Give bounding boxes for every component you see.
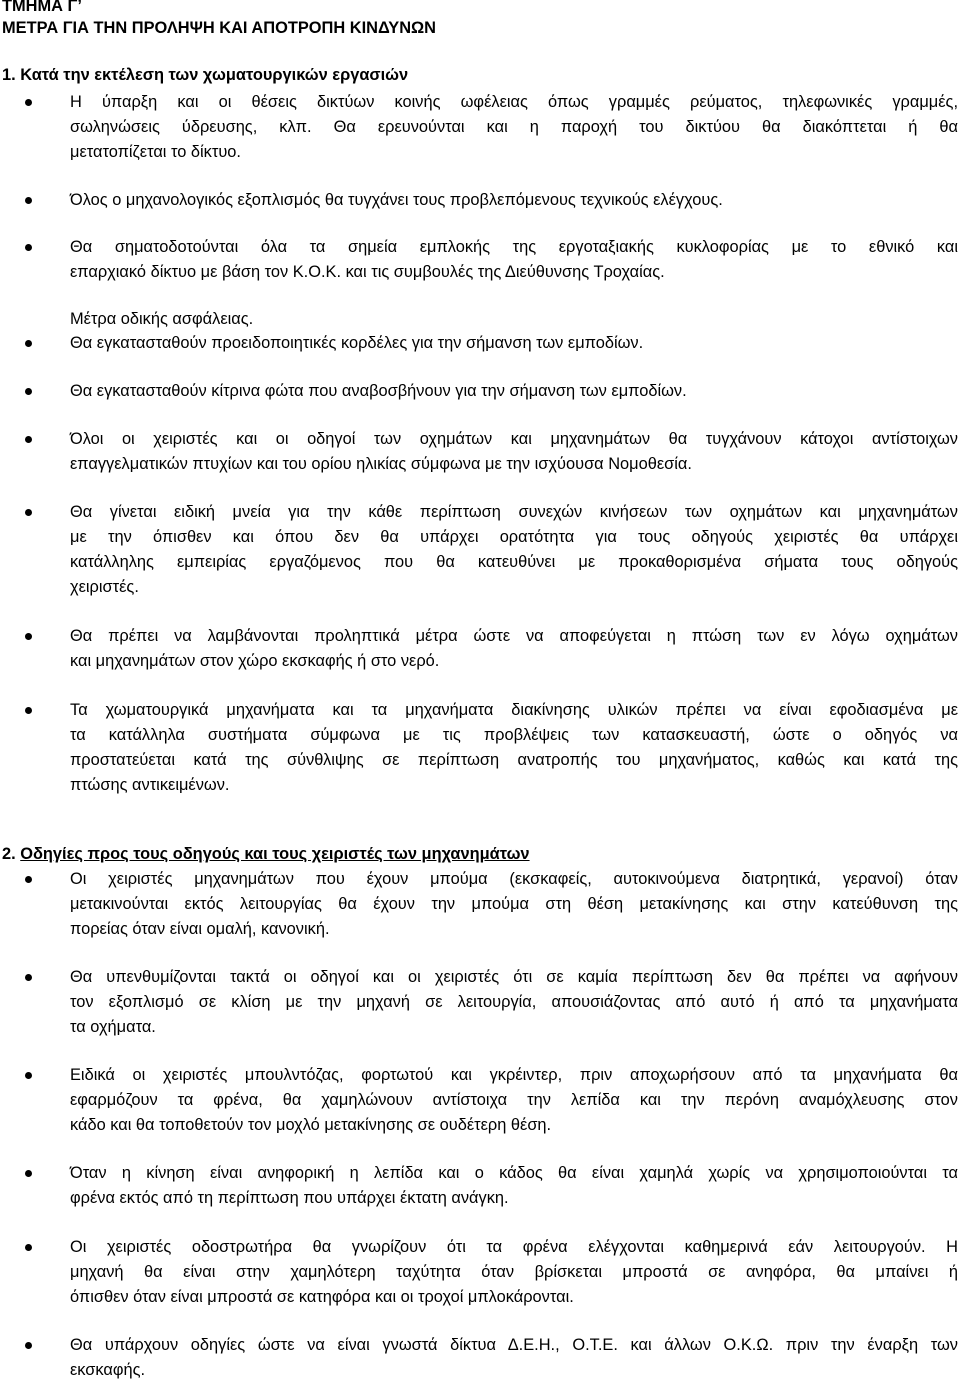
part1-number: 1.: [2, 66, 16, 84]
list-item-line: πτώσης αντικειμένων.: [70, 776, 230, 794]
bullet-icon: [25, 707, 32, 714]
list-item-line: Οι χειριστές μηχανημάτων που έχουν μπούμα (εκσκαφείς, αυτοκινούμενα διατρητικά, γερανοί) όταν: [70, 870, 958, 888]
list-item-line: εφαρμόζουν τα φρένα, θα χαμηλώνουν αντίστοιχα την λεπίδα και την περόνη αναμόχλευσης στον: [70, 1091, 958, 1109]
part2-heading: [2, 844, 530, 864]
list-item-line: Θα εγκατασταθούν προειδοποιητικές κορδέλες για την σήμανση των εμποδίων.: [70, 334, 644, 352]
bullet-icon: [25, 436, 32, 443]
list-item-line: Θα σηματοδοτούνται όλα τα σημεία εμπλοκής της εργοταξιακής κυκλοφορίας με το εθνικό και: [70, 238, 958, 256]
list-item-line: Μέτρα οδικής ασφάλειας.: [70, 310, 254, 328]
bullet-icon: [25, 974, 32, 981]
bullet-icon: [25, 509, 32, 516]
bullet-icon: [25, 340, 32, 347]
bullet-icon: [25, 197, 32, 204]
bullet-icon: [25, 244, 32, 251]
list-item-line: Θα υπάρχουν οδηγίες ώστε να είναι γνωστά δίκτυα Δ.Ε.Η., Ο.Τ.Ε. και άλλων Ο.Κ.Ω. πριν την έναρξη των: [70, 1336, 958, 1354]
list-item-line: μηχανή θα είναι στην χαμηλότερη ταχύτητα όταν βρίσκεται μπροστά σε ανηφόρα, θα μπαίνει ή: [70, 1263, 958, 1281]
part2-number: 2.: [2, 845, 16, 863]
list-item-line: Ειδικά οι χειριστές μπουλντόζας, φορτωτού και γκρέιντερ, πριν αποχωρήσουν από τα μηχανήματα θα: [70, 1066, 958, 1084]
list-item-line: Όλοι οι χειριστές και οι οδηγοί των οχημάτων και μηχανημάτων θα τυγχάνουν κάτοχοι αντίστοιχων: [70, 430, 958, 448]
list-item-line: Οι χειριστές οδοστρωτήρα θα γνωρίζουν ότι τα φρένα ελέγχονται καθημερινά εάν λειτουργούν. Η: [70, 1238, 958, 1256]
part1-heading-text: Κατά την εκτέλεση των χωματουργικών εργασιών: [20, 66, 409, 84]
section-label: ΤΜΗΜΑ Γ’: [2, 0, 82, 15]
bullet-icon: [25, 876, 32, 883]
list-item-line: επαρχιακό δίκτυο με βάση τον Κ.Ο.Κ. και τις συμβουλές της Διεύθυνσης Τροχαίας.: [70, 263, 665, 281]
bullet-icon: [25, 388, 32, 395]
list-item-line: χειριστές.: [70, 578, 139, 596]
list-item-line: επαγγελματικών πτυχίων και του ορίου ηλικίας σύμφωνα με την ισχύουσα Νομοθεσία.: [70, 455, 692, 473]
list-item-line: προστατεύεται κατά της σύνθλιψης σε περίπτωση ανατροπής του μηχανήματος, καθώς και κατά της: [70, 751, 958, 769]
list-item-line: Όλος ο μηχανολογικός εξοπλισμός θα τυγχάνει τους προβλεπόμενους τεχνικούς ελέγχους.: [70, 191, 723, 209]
list-item-line: μετακινούνται εκτός λειτουργίας θα έχουν την μπούμα στη θέση μετακίνησης και στην κατεύθυνση της: [70, 895, 958, 913]
list-item-line: τα κατάλληλα συστήματα σύμφωνα με τις προβλέψεις των κατασκευαστή, ώστε ο οδηγός να: [70, 726, 958, 744]
list-item-line: Θα γίνεται ειδική μνεία για την κάθε περίπτωση συνεχών κινήσεων των οχημάτων και μηχανημάτων: [70, 503, 958, 521]
list-item-line: Θα πρέπει να λαμβάνονται προληπτικά μέτρα ώστε να αποφεύγεται η πτώση των εν λόγω οχημάτων: [70, 627, 958, 645]
section-title: ΜΕΤΡΑ ΓΙΑ ΤΗΝ ΠΡΟΛΗΨΗ ΚΑΙ ΑΠΟΤΡΟΠΗ ΚΙΝΔΥΝΩΝ: [2, 19, 437, 37]
bullet-icon: [25, 1342, 32, 1349]
list-item-line: και μηχανημάτων στον χώρο εκσκαφής ή στο νερό.: [70, 652, 440, 670]
list-item-line: κάδο και θα τοποθετούν τον μοχλό μετακίνησης σε ουδέτερη θέση.: [70, 1116, 552, 1134]
part2-heading-text: Οδηγίες προς τους οδηγούς και τους χειριστές των μηχανημάτων: [20, 845, 530, 863]
list-item-line: Θα εγκατασταθούν κίτρινα φώτα που αναβοσβήνουν για την σήμανση των εμποδίων.: [70, 382, 687, 400]
list-item-line: κατάλληλης εμπειρίας εργαζόμενος που θα κατευθύνει με προκαθορισμένα σήματα τους οδηγούς: [70, 553, 958, 571]
list-item-line: εκσκαφής.: [70, 1361, 146, 1379]
list-item-line: σωληνώσεις ύδρευσης, κλπ. Θα ερευνούνται και η παροχή του δικτύου θα διακόπτεται ή θα: [70, 118, 958, 136]
list-item-line: φρένα εκτός από τη περίπτωση που υπάρχει έκτατη ανάγκη.: [70, 1189, 509, 1207]
bullet-icon: [25, 633, 32, 640]
list-item-line: Όταν η κίνηση είναι ανηφορική η λεπίδα και ο κάδος θα είναι χαμηλά χωρίς να χρησιμοποιούνται τα: [70, 1164, 958, 1182]
list-item-line: Τα χωματουργικά μηχανήματα και τα μηχανήματα διακίνησης υλικών πρέπει να είναι εφοδιασμένα με: [70, 701, 958, 719]
list-item-line: τα οχήματα.: [70, 1018, 156, 1036]
list-item-line: πορείας όταν είναι ομαλή, κανονική.: [70, 920, 330, 938]
bullet-icon: [25, 1170, 32, 1177]
list-item-line: με την όπισθεν και όπου δεν θα υπάρχει ορατότητα για τους οδηγούς χειριστές θα υπάρχει: [70, 528, 958, 546]
list-item-line: μετατοπίζεται το δίκτυο.: [70, 143, 241, 161]
bullet-icon: [25, 99, 32, 106]
part1-heading: [2, 65, 408, 85]
list-item-line: όπισθεν όταν είναι μπροστά σε κατηφόρα και οι τροχοί μπλοκάρονται.: [70, 1288, 574, 1306]
list-item-line: τον εξοπλισμό σε κλίση με την μηχανή σε λειτουργία, απουσιάζοντας από αυτό ή από τα μηχανήματα: [70, 993, 958, 1011]
list-item-line: Η ύπαρξη και οι θέσεις δικτύων κοινής ωφέλειας όπως γραμμές ρεύματος, τηλεφωνικές γραμμές,: [70, 93, 958, 111]
bullet-icon: [25, 1244, 32, 1251]
list-item-line: Θα υπενθυμίζονται τακτά οι οδηγοί και οι χειριστές ότι σε καμία περίπτωση δεν θα πρέπει να αφήνουν: [70, 968, 958, 986]
bullet-icon: [25, 1072, 32, 1079]
